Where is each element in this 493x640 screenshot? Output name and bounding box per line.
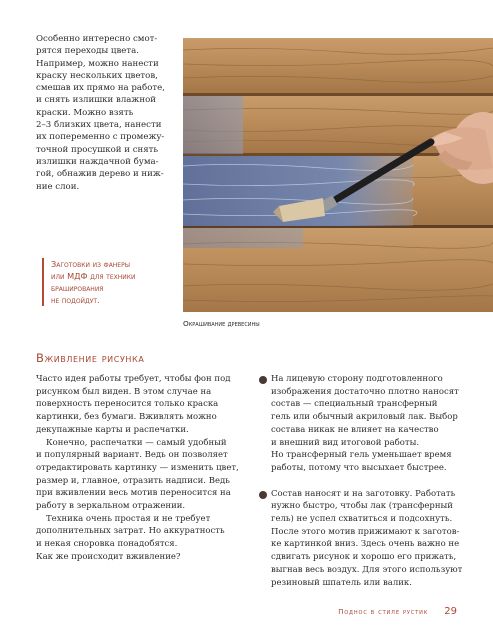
text-line: декупажные карты и распечатки. [36,424,189,435]
text-line: ке картинкой вниз. Здесь очень важно не [271,539,460,550]
text-line: Но трансферный гель уменьшает время [271,450,452,461]
text-line: излишки наждачной бума- [36,156,159,167]
text-line: Часто идея работы требует, чтобы фон под [36,374,231,384]
text-line: рисунком был виден. В этом случае на [36,386,212,397]
text-line: Как же происходит вживление? [36,551,181,562]
text-line: Особенно интересно смот- [36,34,158,44]
text-line: поверхность переносится только краска [36,399,219,410]
bullet-dot-icon [259,376,267,384]
bullet-text-1 [271,373,474,475]
section-title: Вживление рисунка [36,351,145,365]
text-line: 2–3 близких цвета, нанести [36,120,162,131]
paragraph-1 [36,373,241,437]
text-line: гель или обычный акриловый лак. Выбор [271,412,458,423]
text-line: ние слои. [36,181,80,192]
bullet-item-1 [259,373,474,475]
text-line: и популярный вариант. Ведь он позволяет [36,450,228,461]
text-line: краски. Можно взять [36,107,134,118]
text-line: точной просушкой и снять [36,144,159,155]
text-line: размер и, главное, отразить надписи. Ведь [36,475,230,486]
wood-painting-illustration [183,38,493,312]
text-line: при вживлении весь мотив переносится на [36,488,231,499]
text-line: резиновый шпатель или валик. [271,577,412,588]
text-line: На лицевую сторону подготовленного [271,374,443,384]
text-line: браширования [51,283,104,293]
text-line: Например, можно нанести [36,58,159,69]
text-line: не подойдут. [51,295,100,305]
text-line: Заготовки из фанеры [51,259,131,269]
paragraph-3 [36,513,241,564]
text-line: состава никак не влияет на качество [271,424,439,435]
text-line: или МДФ для техники [51,271,136,281]
text-line: смешав их прямо на работе, [36,83,165,94]
text-line: работу в зеркальном отражении. [36,501,186,512]
text-line: работы, потому что высыхает быстрее. [271,462,447,473]
text-line: и некая сноровка понадобятся. [36,539,178,550]
right-column [259,373,474,589]
text-line: нужно быстро, чтобы лак (трансферный [271,501,453,512]
photo-painting-wood [183,38,493,312]
text-line: Конечно, распечатки — самый удобный [46,437,227,448]
photo-caption: Окрашивание древесины [183,319,260,328]
text-line: Состав наносят и на заготовку. Работать [271,488,456,499]
text-line: сдвигать рисунок и хорошо его прижать, [271,552,457,563]
text-line: гель) не успел схватиться и подсохнуть. [271,514,453,525]
text-line: состав — специальный трансферный [271,399,438,410]
page-number: 29 [444,606,457,617]
bullet-dot-icon [259,491,267,499]
text-line: отредактировать картинку — изменить цвет, [36,462,239,473]
text-line: и внешний вид итоговой работы. [271,437,420,448]
text-line: изображения достаточно плотно наносят [271,386,459,397]
text-line: картинки, без бумаги. Вживлять можно [36,412,217,423]
text-line: рятся переходы цвета. [36,46,139,57]
text-line: краску нескольких цветов, [36,70,158,81]
intro-paragraph [36,33,176,193]
text-line: гой, обнажив дерево и ниж- [36,169,164,180]
bullet-item-2 [259,488,474,590]
text-line: их попеременно с промежу- [36,132,165,143]
text-line: дополнительных затрат. Но аккуратность [36,526,225,537]
paragraph-2 [36,437,241,513]
text-line: и снять излишки влажной [36,95,156,106]
text-line: выгнав весь воздух. Для этого используют [271,564,463,575]
bullet-text-2 [271,488,474,590]
footer-book-title: Поднос в стиле рустик [338,608,429,616]
left-column [36,373,241,564]
side-note-warning [42,258,172,306]
page-footer [338,606,457,617]
text-line: После этого мотив прижимают к заготов- [271,526,460,537]
text-line: Техника очень простая и не требует [46,513,211,524]
